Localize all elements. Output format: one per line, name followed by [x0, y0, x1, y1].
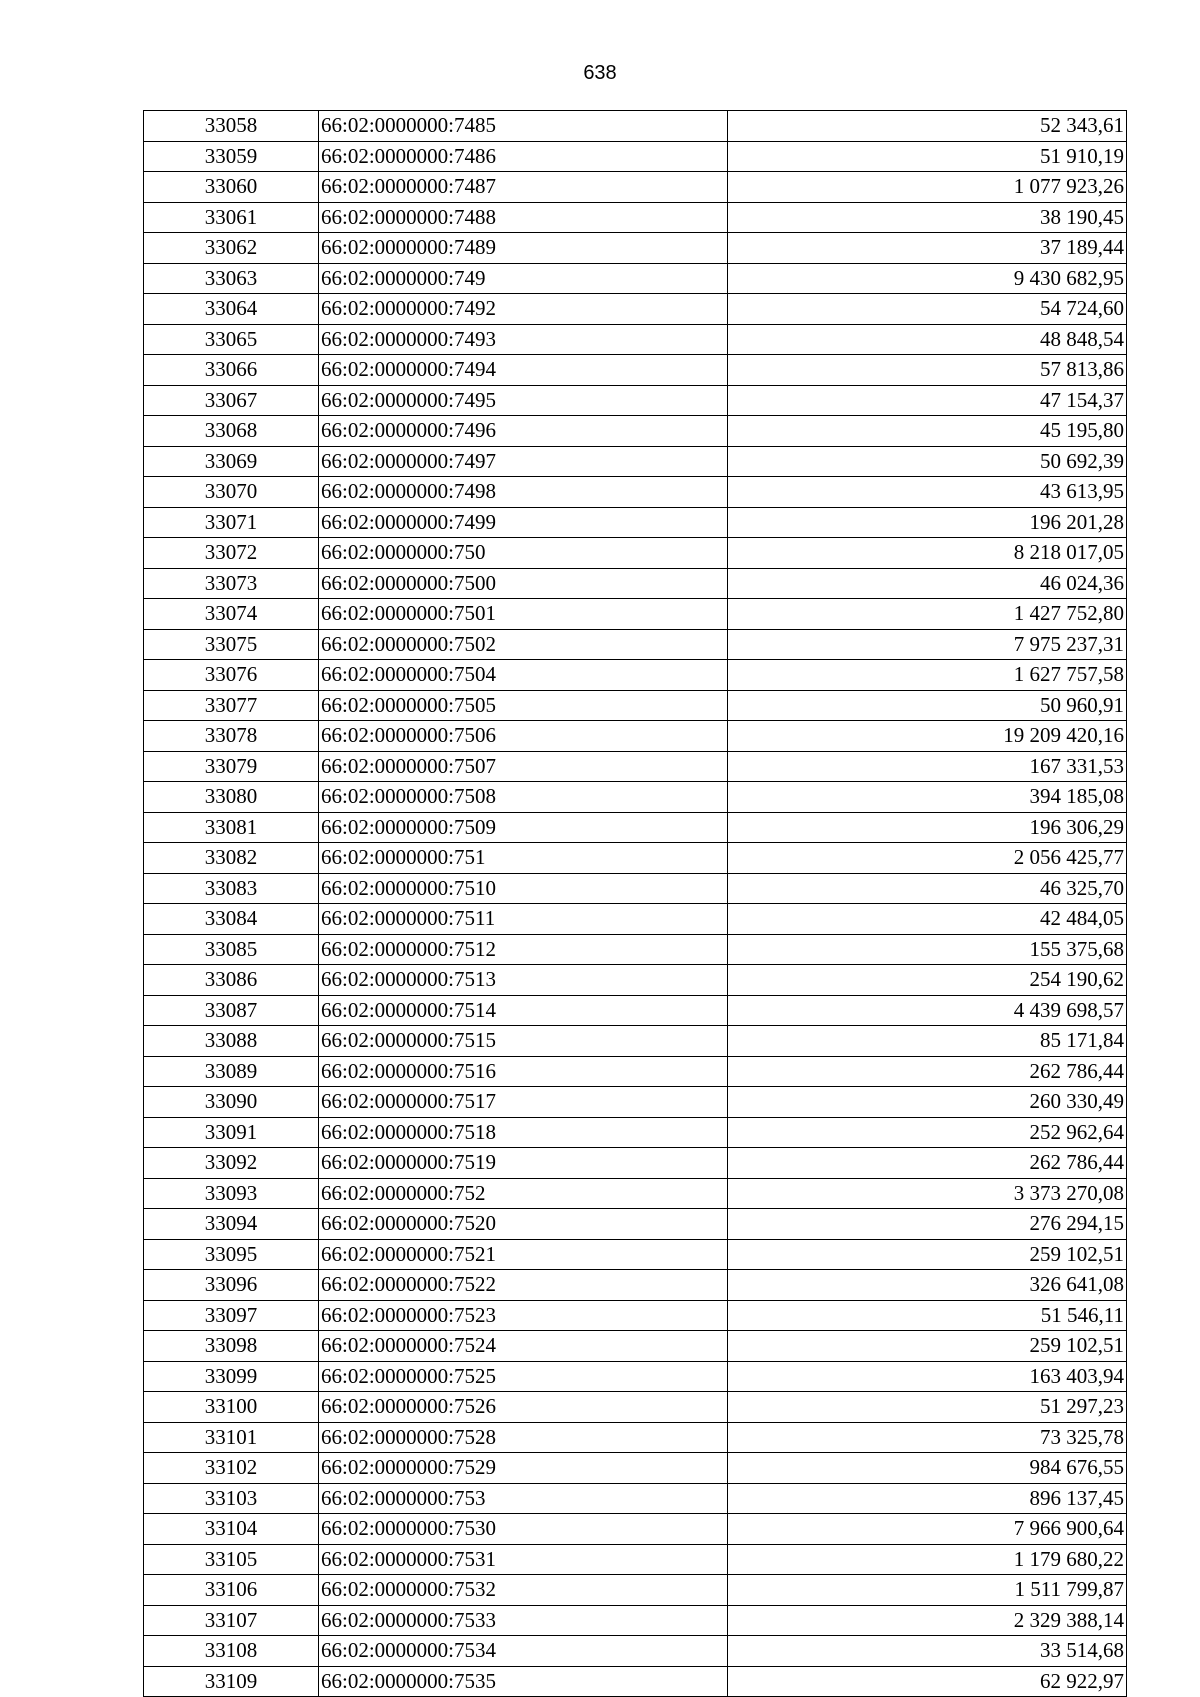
table-row	[144, 1453, 1127, 1484]
cadastral-value-table	[143, 110, 1127, 1697]
table-row	[144, 1361, 1127, 1392]
row-number-cell: 33091	[144, 1117, 319, 1148]
cadastral-value-cell: 262 786,44	[728, 1056, 1127, 1087]
cadastral-value-cell: 85 171,84	[728, 1026, 1127, 1057]
cadastral-number-cell: 66:02:0000000:7511	[319, 904, 728, 935]
table-row	[144, 355, 1127, 386]
cadastral-value-cell: 167 331,53	[728, 751, 1127, 782]
cadastral-value-cell: 33 514,68	[728, 1636, 1127, 1667]
cadastral-number-cell: 66:02:0000000:7486	[319, 141, 728, 172]
row-number-cell: 33084	[144, 904, 319, 935]
table-row	[144, 1636, 1127, 1667]
cadastral-number-cell: 66:02:0000000:7504	[319, 660, 728, 691]
cadastral-number-cell: 66:02:0000000:7513	[319, 965, 728, 996]
row-number-cell: 33098	[144, 1331, 319, 1362]
row-number-cell: 33077	[144, 690, 319, 721]
row-number-cell: 33103	[144, 1483, 319, 1514]
row-number-cell: 33085	[144, 934, 319, 965]
cadastral-value-cell: 260 330,49	[728, 1087, 1127, 1118]
row-number-cell: 33096	[144, 1270, 319, 1301]
row-number-cell: 33105	[144, 1544, 319, 1575]
cadastral-number-cell: 66:02:0000000:7488	[319, 202, 728, 233]
cadastral-value-cell: 3 373 270,08	[728, 1178, 1127, 1209]
cadastral-value-cell: 47 154,37	[728, 385, 1127, 416]
cadastral-number-cell: 66:02:0000000:7519	[319, 1148, 728, 1179]
cadastral-value-cell: 155 375,68	[728, 934, 1127, 965]
table-row	[144, 324, 1127, 355]
cadastral-number-cell: 66:02:0000000:7517	[319, 1087, 728, 1118]
table-row	[144, 1148, 1127, 1179]
table-row	[144, 934, 1127, 965]
cadastral-value-cell: 984 676,55	[728, 1453, 1127, 1484]
row-number-cell: 33081	[144, 812, 319, 843]
cadastral-value-cell: 54 724,60	[728, 294, 1127, 325]
cadastral-value-cell: 896 137,45	[728, 1483, 1127, 1514]
cadastral-number-cell: 66:02:0000000:7532	[319, 1575, 728, 1606]
table-row	[144, 568, 1127, 599]
cadastral-number-cell: 66:02:0000000:7523	[319, 1300, 728, 1331]
cadastral-number-cell: 66:02:0000000:7489	[319, 233, 728, 264]
row-number-cell: 33064	[144, 294, 319, 325]
row-number-cell: 33062	[144, 233, 319, 264]
row-number-cell: 33092	[144, 1148, 319, 1179]
cadastral-number-cell: 66:02:0000000:7528	[319, 1422, 728, 1453]
row-number-cell: 33093	[144, 1178, 319, 1209]
table-row	[144, 202, 1127, 233]
row-number-cell: 33094	[144, 1209, 319, 1240]
cadastral-number-cell: 66:02:0000000:7506	[319, 721, 728, 752]
table-row	[144, 1392, 1127, 1423]
cadastral-value-cell: 2 056 425,77	[728, 843, 1127, 874]
cadastral-number-cell: 66:02:0000000:7485	[319, 111, 728, 142]
table-row	[144, 1300, 1127, 1331]
row-number-cell: 33101	[144, 1422, 319, 1453]
cadastral-number-cell: 66:02:0000000:7514	[319, 995, 728, 1026]
cadastral-value-cell: 196 306,29	[728, 812, 1127, 843]
cadastral-value-cell: 254 190,62	[728, 965, 1127, 996]
cadastral-number-cell: 66:02:0000000:7516	[319, 1056, 728, 1087]
row-number-cell: 33088	[144, 1026, 319, 1057]
table-row	[144, 1605, 1127, 1636]
cadastral-value-cell: 2 329 388,14	[728, 1605, 1127, 1636]
table-row	[144, 416, 1127, 447]
row-number-cell: 33089	[144, 1056, 319, 1087]
cadastral-value-cell: 252 962,64	[728, 1117, 1127, 1148]
cadastral-value-cell: 1 077 923,26	[728, 172, 1127, 203]
cadastral-number-cell: 66:02:0000000:7509	[319, 812, 728, 843]
table-row	[144, 751, 1127, 782]
table-row	[144, 965, 1127, 996]
table-row	[144, 1422, 1127, 1453]
cadastral-value-cell: 7 975 237,31	[728, 629, 1127, 660]
table-row	[144, 507, 1127, 538]
row-number-cell: 33079	[144, 751, 319, 782]
row-number-cell: 33072	[144, 538, 319, 569]
row-number-cell: 33076	[144, 660, 319, 691]
page-number: 638	[583, 62, 617, 84]
table-row	[144, 1056, 1127, 1087]
row-number-cell: 33108	[144, 1636, 319, 1667]
cadastral-value-cell: 62 922,97	[728, 1666, 1127, 1697]
row-number-cell: 33080	[144, 782, 319, 813]
cadastral-number-cell: 66:02:0000000:7524	[319, 1331, 728, 1362]
cadastral-value-cell: 46 024,36	[728, 568, 1127, 599]
table-row	[144, 446, 1127, 477]
table-row	[144, 1514, 1127, 1545]
cadastral-value-cell: 50 692,39	[728, 446, 1127, 477]
cadastral-value-cell: 9 430 682,95	[728, 263, 1127, 294]
table-row	[144, 904, 1127, 935]
row-number-cell: 33100	[144, 1392, 319, 1423]
row-number-cell: 33107	[144, 1605, 319, 1636]
cadastral-number-cell: 66:02:0000000:7518	[319, 1117, 728, 1148]
table-row	[144, 599, 1127, 630]
table-row	[144, 660, 1127, 691]
cadastral-number-cell: 66:02:0000000:750	[319, 538, 728, 569]
cadastral-number-cell: 66:02:0000000:7534	[319, 1636, 728, 1667]
row-number-cell: 33082	[144, 843, 319, 874]
cadastral-value-cell: 4 439 698,57	[728, 995, 1127, 1026]
cadastral-value-cell: 50 960,91	[728, 690, 1127, 721]
cadastral-number-cell: 66:02:0000000:7498	[319, 477, 728, 508]
cadastral-number-cell: 66:02:0000000:7512	[319, 934, 728, 965]
cadastral-value-cell: 8 218 017,05	[728, 538, 1127, 569]
row-number-cell: 33058	[144, 111, 319, 142]
cadastral-number-cell: 66:02:0000000:7487	[319, 172, 728, 203]
cadastral-number-cell: 66:02:0000000:7521	[319, 1239, 728, 1270]
cadastral-value-cell: 7 966 900,64	[728, 1514, 1127, 1545]
row-number-cell: 33086	[144, 965, 319, 996]
row-number-cell: 33065	[144, 324, 319, 355]
row-number-cell: 33074	[144, 599, 319, 630]
cadastral-value-cell: 51 546,11	[728, 1300, 1127, 1331]
table-row	[144, 721, 1127, 752]
cadastral-number-cell: 66:02:0000000:7493	[319, 324, 728, 355]
cadastral-number-cell: 66:02:0000000:7510	[319, 873, 728, 904]
cadastral-number-cell: 66:02:0000000:7495	[319, 385, 728, 416]
cadastral-value-cell: 43 613,95	[728, 477, 1127, 508]
row-number-cell: 33095	[144, 1239, 319, 1270]
table-row	[144, 690, 1127, 721]
row-number-cell: 33066	[144, 355, 319, 386]
cadastral-number-cell: 66:02:0000000:7501	[319, 599, 728, 630]
table-row	[144, 1666, 1127, 1697]
row-number-cell: 33104	[144, 1514, 319, 1545]
table-row	[144, 1331, 1127, 1362]
cadastral-value-cell: 46 325,70	[728, 873, 1127, 904]
cadastral-number-cell: 66:02:0000000:7499	[319, 507, 728, 538]
cadastral-value-cell: 1 511 799,87	[728, 1575, 1127, 1606]
table-row	[144, 172, 1127, 203]
row-number-cell: 33061	[144, 202, 319, 233]
cadastral-number-cell: 66:02:0000000:7535	[319, 1666, 728, 1697]
row-number-cell: 33083	[144, 873, 319, 904]
row-number-cell: 33106	[144, 1575, 319, 1606]
table-row	[144, 263, 1127, 294]
cadastral-number-cell: 66:02:0000000:7496	[319, 416, 728, 447]
row-number-cell: 33069	[144, 446, 319, 477]
table-row	[144, 629, 1127, 660]
table-row	[144, 538, 1127, 569]
cadastral-value-cell: 37 189,44	[728, 233, 1127, 264]
cadastral-number-cell: 66:02:0000000:7507	[319, 751, 728, 782]
cadastral-number-cell: 66:02:0000000:751	[319, 843, 728, 874]
cadastral-number-cell: 66:02:0000000:7520	[319, 1209, 728, 1240]
cadastral-value-cell: 73 325,78	[728, 1422, 1127, 1453]
cadastral-number-cell: 66:02:0000000:7529	[319, 1453, 728, 1484]
table-row	[144, 1483, 1127, 1514]
table-row	[144, 873, 1127, 904]
cadastral-number-cell: 66:02:0000000:7525	[319, 1361, 728, 1392]
cadastral-number-cell: 66:02:0000000:7530	[319, 1514, 728, 1545]
table-row	[144, 141, 1127, 172]
cadastral-number-cell: 66:02:0000000:7500	[319, 568, 728, 599]
cadastral-value-cell: 51 297,23	[728, 1392, 1127, 1423]
row-number-cell: 33075	[144, 629, 319, 660]
cadastral-number-cell: 66:02:0000000:7492	[319, 294, 728, 325]
cadastral-number-cell: 66:02:0000000:7497	[319, 446, 728, 477]
cadastral-value-cell: 52 343,61	[728, 111, 1127, 142]
table-row	[144, 1209, 1127, 1240]
cadastral-value-cell: 163 403,94	[728, 1361, 1127, 1392]
table-row	[144, 843, 1127, 874]
row-number-cell: 33109	[144, 1666, 319, 1697]
cadastral-value-cell: 262 786,44	[728, 1148, 1127, 1179]
cadastral-number-cell: 66:02:0000000:7522	[319, 1270, 728, 1301]
row-number-cell: 33078	[144, 721, 319, 752]
table-row	[144, 233, 1127, 264]
cadastral-value-cell: 48 848,54	[728, 324, 1127, 355]
table-row	[144, 111, 1127, 142]
table-row	[144, 1239, 1127, 1270]
row-number-cell: 33087	[144, 995, 319, 1026]
table-row	[144, 1087, 1127, 1118]
table-row	[144, 1117, 1127, 1148]
cadastral-number-cell: 66:02:0000000:749	[319, 263, 728, 294]
row-number-cell: 33097	[144, 1300, 319, 1331]
table-row	[144, 1575, 1127, 1606]
table-row	[144, 995, 1127, 1026]
table-body	[144, 111, 1127, 1697]
cadastral-value-cell: 38 190,45	[728, 202, 1127, 233]
row-number-cell: 33059	[144, 141, 319, 172]
cadastral-value-cell: 1 627 757,58	[728, 660, 1127, 691]
cadastral-number-cell: 66:02:0000000:7533	[319, 1605, 728, 1636]
table-row	[144, 385, 1127, 416]
cadastral-value-cell: 259 102,51	[728, 1331, 1127, 1362]
cadastral-value-cell: 196 201,28	[728, 507, 1127, 538]
cadastral-number-cell: 66:02:0000000:7526	[319, 1392, 728, 1423]
cadastral-value-cell: 1 179 680,22	[728, 1544, 1127, 1575]
table-row	[144, 1178, 1127, 1209]
row-number-cell: 33060	[144, 172, 319, 203]
table-row	[144, 1270, 1127, 1301]
cadastral-number-cell: 66:02:0000000:752	[319, 1178, 728, 1209]
cadastral-value-cell: 394 185,08	[728, 782, 1127, 813]
cadastral-number-cell: 66:02:0000000:7531	[319, 1544, 728, 1575]
table-row	[144, 812, 1127, 843]
row-number-cell: 33067	[144, 385, 319, 416]
cadastral-value-cell: 259 102,51	[728, 1239, 1127, 1270]
cadastral-value-cell: 45 195,80	[728, 416, 1127, 447]
row-number-cell: 33063	[144, 263, 319, 294]
cadastral-value-cell: 42 484,05	[728, 904, 1127, 935]
table-row	[144, 1544, 1127, 1575]
table-row	[144, 294, 1127, 325]
row-number-cell: 33070	[144, 477, 319, 508]
cadastral-value-cell: 276 294,15	[728, 1209, 1127, 1240]
cadastral-number-cell: 66:02:0000000:753	[319, 1483, 728, 1514]
row-number-cell: 33068	[144, 416, 319, 447]
row-number-cell: 33102	[144, 1453, 319, 1484]
cadastral-value-cell: 19 209 420,16	[728, 721, 1127, 752]
cadastral-number-cell: 66:02:0000000:7508	[319, 782, 728, 813]
table-row	[144, 477, 1127, 508]
cadastral-value-cell: 326 641,08	[728, 1270, 1127, 1301]
row-number-cell: 33099	[144, 1361, 319, 1392]
cadastral-value-cell: 57 813,86	[728, 355, 1127, 386]
cadastral-value-cell: 51 910,19	[728, 141, 1127, 172]
cadastral-value-cell: 1 427 752,80	[728, 599, 1127, 630]
table-row	[144, 782, 1127, 813]
table-row	[144, 1026, 1127, 1057]
row-number-cell: 33090	[144, 1087, 319, 1118]
row-number-cell: 33073	[144, 568, 319, 599]
cadastral-number-cell: 66:02:0000000:7502	[319, 629, 728, 660]
cadastral-number-cell: 66:02:0000000:7515	[319, 1026, 728, 1057]
cadastral-number-cell: 66:02:0000000:7494	[319, 355, 728, 386]
row-number-cell: 33071	[144, 507, 319, 538]
cadastral-number-cell: 66:02:0000000:7505	[319, 690, 728, 721]
